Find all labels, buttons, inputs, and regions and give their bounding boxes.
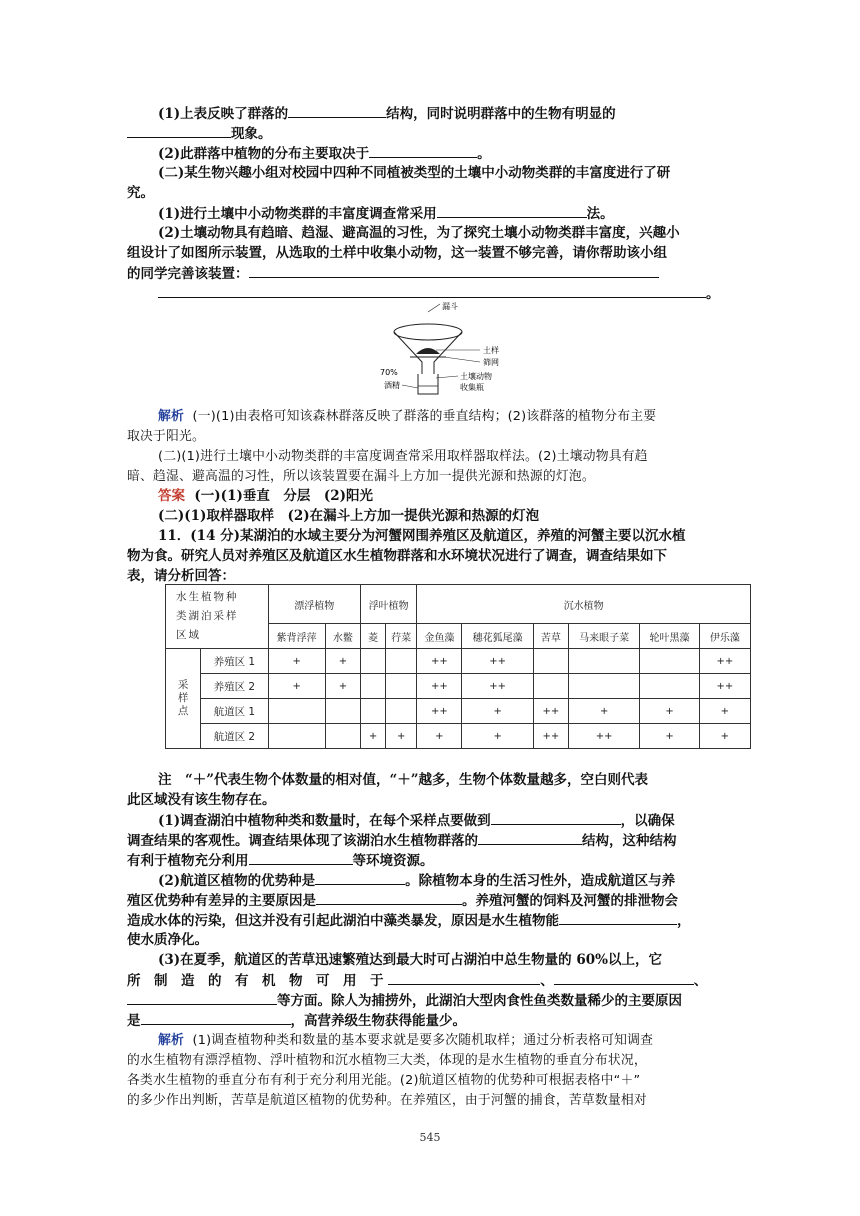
- q11-p1-text-a: (1)调查湖泊中植物种类和数量时，在每个采样点要做到: [158, 813, 491, 829]
- q11-p2-line4: 使水质净化。: [127, 932, 208, 948]
- funnel-rim: [394, 324, 462, 340]
- part2-intro-line2: 究。: [127, 185, 154, 201]
- table-cell: [325, 699, 360, 724]
- table-cell: [640, 674, 699, 699]
- funnel-apparatus-figure: [380, 302, 540, 402]
- part1-q2-text: (2)此群落中植物的分布主要取决于: [158, 146, 370, 162]
- explain2-text1: (1)调查植物种类和数量的基本要求就是要多次随机取样；通过分析表格可知调查: [192, 1033, 654, 1048]
- funnel-label: 漏斗: [442, 302, 458, 311]
- species-header: 紫背浮萍: [268, 624, 325, 649]
- corner-text-3: 区域: [176, 629, 201, 641]
- row-group-label: [166, 649, 201, 749]
- punct: 、: [693, 973, 708, 989]
- table-cell: +: [640, 699, 699, 724]
- explain2-line4: 的多少作出判断，苦草是航道区植物的优势种。在养殖区，由于河蟹的捕食，苦草数量相对: [127, 1093, 647, 1108]
- table-cell: ++: [417, 699, 462, 724]
- q11-p3-text-b: 所 制 造 的 有 机 物 可 用 于: [127, 973, 384, 989]
- note-line2: 此区域没有该生物存在。: [127, 792, 276, 808]
- table-cell: ++: [699, 674, 750, 699]
- part2-q2-line3: [127, 264, 739, 284]
- explain1-line1: [158, 407, 738, 426]
- q11-p3-text-e: ，高营养级生物获得能量少。: [290, 1013, 466, 1029]
- part2-q2-line2: 组设计了如图所示装置，从选取的土样中收集小动物，这一装置不够完善，请你帮助该小组: [127, 245, 667, 261]
- table-cell: +: [268, 674, 325, 699]
- answer-blank: [158, 284, 706, 298]
- q11-p1-text-d: 结构，这种结构: [582, 833, 677, 849]
- table-cell: [569, 649, 640, 674]
- q11-p2-text-a: (2)航道区植物的优势种是: [158, 873, 316, 889]
- explain2-line1: [158, 1031, 738, 1050]
- table-corner-header: [166, 585, 269, 649]
- answer-blank: [315, 871, 405, 885]
- table-row: [166, 724, 751, 749]
- answer1-line2: (二)(1)取样器取样 (2)在漏斗上方加一提供光源和热源的灯泡: [158, 508, 540, 524]
- q11-p3-line4: [127, 1011, 739, 1031]
- answer1-line1: [158, 487, 738, 506]
- collector-label-2: 收集瓶: [460, 383, 484, 392]
- answer-blank: [554, 971, 694, 985]
- note-line1: 注 “＋”代表生物个体数量的相对值，“＋”越多，生物个体数量越多，空白则代表: [158, 772, 649, 788]
- part2-q1-line: [158, 204, 738, 224]
- part2-q1-text: (1)进行土壤中小动物类群的丰富度调查常采用: [158, 206, 437, 222]
- species-header: 水鳖: [325, 624, 360, 649]
- answer1-text1: (一)(1)垂直 分层 (2)阳光: [194, 488, 374, 504]
- answer-blank: [491, 811, 621, 825]
- species-header: 荇菜: [386, 624, 417, 649]
- row-label: 航道区 1: [201, 699, 268, 724]
- species-header: 菱: [360, 624, 385, 649]
- answer-blank: [388, 971, 540, 985]
- table-cell: +: [699, 724, 750, 749]
- table-cell: [569, 674, 640, 699]
- row-group-text: 采 样 点: [177, 679, 189, 717]
- answer-blank: [478, 831, 582, 845]
- table-cell: [360, 649, 385, 674]
- table-cell: ++: [533, 699, 568, 724]
- answer-blank: [141, 1011, 291, 1025]
- q11-p2-line3: [127, 911, 739, 931]
- group-header-floating: 漂浮植物: [268, 585, 360, 624]
- explain1-text1: (一)(1)由表格可知该森林群落反映了群落的垂直结构；(2)该群落的植物分布主要: [192, 409, 657, 424]
- answer-blank: [249, 851, 353, 865]
- row-label: 养殖区 1: [201, 649, 268, 674]
- explain-label: 解析: [158, 1033, 184, 1048]
- corner-text-2: 类湖泊采样: [176, 610, 239, 622]
- table-cell: +: [699, 699, 750, 724]
- table-cell: +: [417, 724, 462, 749]
- table-cell: +: [462, 724, 533, 749]
- table-cell: [386, 699, 417, 724]
- aquatic-plant-survey-table: [165, 584, 751, 749]
- part2-intro-line1: (二)某生物兴趣小组对校园中四种不同植被类型的土壤中小动物类群的丰富度进行了研: [158, 165, 671, 181]
- table-cell: [386, 674, 417, 699]
- answer-blank: [249, 264, 659, 278]
- sieve-label: 筛网: [483, 358, 499, 367]
- table-row: [166, 649, 751, 674]
- part2-q2-text: 的同学完善该装置：: [127, 266, 249, 282]
- q11-line3: 表，请分析回答：: [127, 568, 235, 584]
- answer-label: 答案: [158, 488, 185, 504]
- q11-p2-text-d: 。养殖河蟹的饲料及河蟹的排泄物会: [462, 893, 678, 909]
- table-row: [166, 674, 751, 699]
- explain1-line4: 暗、趋湿、避高温的习性，所以该装置要在漏斗上方加一提供光源和热源的灯泡。: [127, 469, 595, 484]
- table-cell: ++: [417, 649, 462, 674]
- q11-p1-text-f: 等环境资源。: [352, 853, 434, 869]
- explain1-line2: 取决于阳光。: [127, 429, 205, 444]
- explain1-line3: (二)(1)进行土壤中小动物类群的丰富度调查常采用取样器取样法。(2)土壤动物具有趋: [158, 449, 648, 464]
- table-cell: +: [325, 649, 360, 674]
- answer-blank: [559, 911, 677, 925]
- table-cell: ++: [462, 649, 533, 674]
- answer-blank: [437, 204, 587, 218]
- part1-q2-line: [158, 144, 738, 164]
- q11-p1-line2: [127, 831, 739, 851]
- table-cell: +: [462, 699, 533, 724]
- group-header-submerged: 沉水植物: [417, 585, 751, 624]
- species-header: 马来眼子菜: [569, 624, 640, 649]
- part1-q1-line2: [127, 124, 739, 144]
- part2-q2-line4: [158, 284, 738, 304]
- q11-p2-line1: [158, 871, 738, 891]
- row-label: 养殖区 2: [201, 674, 268, 699]
- part1-q1-text-a: (1)上表反映了群落的: [158, 106, 289, 122]
- alcohol-pct-label: 70%: [380, 368, 398, 377]
- table-cell: ++: [569, 724, 640, 749]
- q11-p3-line3: [127, 991, 739, 1011]
- collection-bottle: [418, 374, 438, 394]
- answer-blank: [288, 104, 386, 118]
- q11-p1-text-e: 有利于植物充分利用: [127, 853, 249, 869]
- row-label: 航道区 2: [201, 724, 268, 749]
- leader-line: [402, 385, 418, 388]
- leader-line: [444, 357, 480, 362]
- part2-q2-line1: (2)土壤动物具有趋暗、趋湿、避高温的习性，为了探究土壤小动物类群丰富度，兴趣小: [158, 225, 680, 241]
- table-row: [166, 699, 751, 724]
- soil-sample-shape: [416, 348, 440, 354]
- collector-label-1: 土壤动物: [460, 372, 492, 381]
- table-cell: +: [640, 724, 699, 749]
- explain2-line2: 的水生植物有漂浮植物、浮叶植物和沉水植物三大类，体现的是水生植物的垂直分布状况，: [127, 1053, 647, 1068]
- table-cell: ++: [462, 674, 533, 699]
- part1-q1-text-b: 结构，同时说明群落中的生物有明显的: [386, 106, 616, 122]
- answer-blank: [127, 124, 231, 138]
- table-cell: [360, 674, 385, 699]
- table-cell: ++: [533, 724, 568, 749]
- q11-p2-text-f: ，: [677, 913, 691, 929]
- alcohol-label: 酒精: [384, 381, 400, 390]
- punct: 。: [706, 286, 720, 302]
- species-header: 伊乐藻: [699, 624, 750, 649]
- table-cell: [360, 699, 385, 724]
- answer-blank: [127, 991, 277, 1005]
- table-cell: [268, 724, 325, 749]
- table-cell: [325, 724, 360, 749]
- table-cell: [640, 649, 699, 674]
- corner-text-1: 水生植物种: [176, 591, 239, 603]
- table-cell: +: [268, 649, 325, 674]
- page-number: 545: [419, 1131, 441, 1144]
- species-header: 金鱼藻: [417, 624, 462, 649]
- species-header: 苦草: [533, 624, 568, 649]
- q11-p3-text-c: 等方面。除人为捕捞外，此湖泊大型肉食性鱼类数量稀少的主要原因: [277, 993, 682, 1009]
- explain-label: 解析: [158, 409, 184, 424]
- q11-p3-text-d: 是: [127, 1013, 141, 1029]
- q11-p2-line2: [127, 891, 739, 911]
- answer-blank: [369, 144, 477, 158]
- q11-p2-text-b: 。除植物本身的生活习性外，造成航道区与养: [405, 873, 676, 889]
- soil-label: 土样: [483, 346, 499, 355]
- table-cell: [268, 699, 325, 724]
- q11-p1-line1: [158, 811, 738, 831]
- table-cell: ++: [699, 649, 750, 674]
- part2-q1-end: 法。: [586, 206, 614, 222]
- part1-q1-text-c: 现象。: [231, 126, 272, 142]
- q11-line1: 11．(14 分)某湖泊的水域主要分为河蟹网围养殖区及航道区，养殖的河蟹主要以沉水植: [158, 528, 686, 544]
- table-cell: +: [569, 699, 640, 724]
- punct: 、: [540, 973, 554, 989]
- q11-line2: 物为食。研究人员对养殖区及航道区水生植物群落和水环境状况进行了调查，调查结果如下: [127, 548, 667, 564]
- q11-p1-text-b: ，以确保: [620, 813, 675, 829]
- part1-q1-line: [158, 104, 738, 124]
- q11-p1-line3: [127, 851, 739, 871]
- answer-blank: [316, 891, 462, 905]
- table-cell: [386, 649, 417, 674]
- species-header: 轮叶黑藻: [640, 624, 699, 649]
- punct: 。: [477, 146, 491, 162]
- table-cell: +: [360, 724, 385, 749]
- table-cell: +: [386, 724, 417, 749]
- group-header-floating-leaf: 浮叶植物: [360, 585, 416, 624]
- table-cell: [533, 674, 568, 699]
- explain2-line3: 各类水生植物的垂直分布有利于充分利用光能。(2)航道区植物的优势种可根据表格中“＋”: [127, 1073, 641, 1088]
- q11-p3-line1: (3)在夏季，航道区的苦草迅速繁殖达到最大时可占湖泊中总生物量的 60%以上，它: [158, 952, 662, 968]
- q11-p1-text-c: 调查结果的客观性。调查结果体现了该湖泊水生植物群落的: [127, 833, 478, 849]
- table-cell: +: [325, 674, 360, 699]
- leader-line: [436, 376, 458, 378]
- table-cell: [533, 649, 568, 674]
- q11-p2-text-c: 殖区优势种有差异的主要原因是: [127, 893, 316, 909]
- species-header: 穗花狐尾藻: [462, 624, 533, 649]
- q11-p2-text-e: 造成水体的污染，但这并没有引起此湖泊中藻类暴发，原因是水生植物能: [127, 913, 559, 929]
- leader-line: [428, 304, 440, 312]
- table-cell: ++: [417, 674, 462, 699]
- q11-p3-line2: [127, 971, 739, 991]
